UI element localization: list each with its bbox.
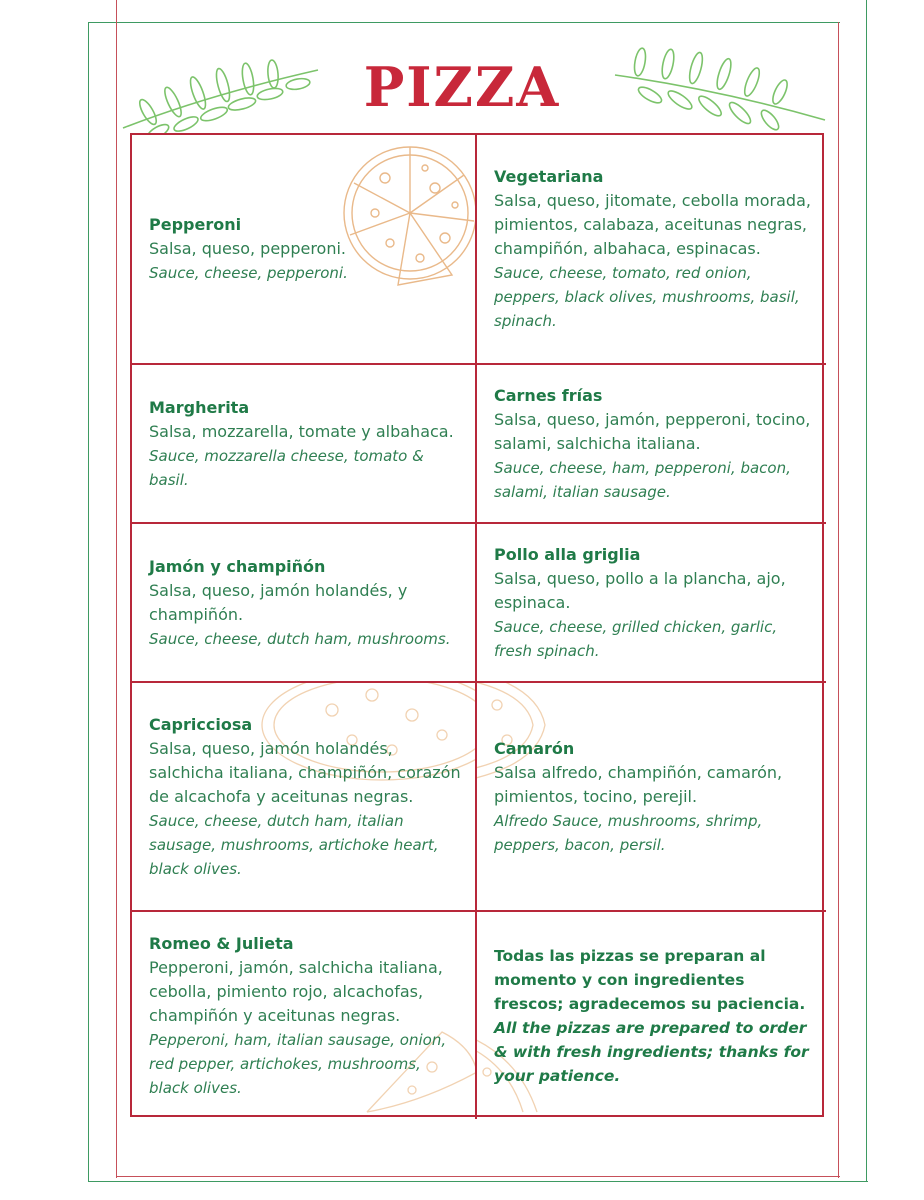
item-description-es: Salsa, mozzarella, tomate y albahaca. — [149, 421, 454, 441]
menu-item — [132, 365, 477, 524]
item-description-es: Salsa, queso, jitomate, cebolla morada, pimientos, calabaza, aceitunas negras, champiñón, albahaca, espinacas. — [494, 191, 811, 258]
frame-line — [88, 22, 840, 23]
item-name: Pepperoni — [149, 215, 242, 234]
item-description-en: Sauce, cheese, dutch ham, mushrooms. — [149, 629, 451, 648]
frame-line — [88, 22, 89, 1182]
page-title: PIZZA — [363, 55, 561, 119]
item-description-en: Sauce, cheese, tomato, red onion, peppers, black olives, mushrooms, basil, spinach. — [494, 264, 800, 330]
menu-item — [132, 683, 477, 912]
item-description-en: Sauce, cheese, grilled chicken, garlic, fresh spinach. — [494, 617, 778, 660]
menu-item — [132, 135, 477, 365]
item-description-es: Salsa, queso, jamón holandés, salchicha italiana, champiñón, corazón de alcachofa y aceitunas negras. — [149, 738, 461, 806]
menu-grid — [130, 133, 824, 1117]
frame-line — [88, 1181, 868, 1182]
item-description-en: Pepperoni, ham, italian sausage, onion, red pepper, artichokes, mushrooms, black olives. — [149, 1030, 447, 1097]
item-name: Capricciosa — [149, 714, 253, 734]
item-description-es: Salsa, queso, pepperoni. — [149, 239, 346, 258]
menu-item — [132, 912, 477, 1119]
item-description-en: Sauce, mozzarella cheese, tomato & basil. — [149, 446, 424, 489]
item-description-en: Sauce, cheese, ham, pepperoni, bacon, salami, italian sausage. — [494, 458, 791, 501]
menu-item — [477, 135, 826, 365]
menu-note — [477, 912, 826, 1119]
item-name: Pollo alla griglia — [494, 544, 641, 564]
frame-line — [866, 0, 867, 1182]
item-name: Vegetariana — [494, 167, 604, 186]
frame-line — [116, 1176, 840, 1177]
item-name: Margherita — [149, 397, 250, 417]
item-description-en: Alfredo Sauce, mushrooms, shrimp, peppers, bacon, persil. — [494, 811, 763, 854]
item-description-es: Salsa, queso, jamón, pepperoni, tocino, salami, salchicha italiana. — [494, 409, 811, 453]
item-name: Romeo & Julieta — [149, 933, 294, 953]
note-en: All the pizzas are prepared to order & with fresh ingredients; thanks for your patience. — [494, 1018, 809, 1085]
note-es: Todas las pizzas se preparan al momento y con ingredientes frescos; agradecemos su paciencia. — [494, 946, 806, 1013]
item-description-en: Sauce, cheese, pepperoni. — [149, 264, 348, 282]
menu-item — [477, 683, 826, 912]
item-name: Camarón — [494, 738, 575, 758]
menu-item — [477, 524, 826, 683]
item-description-es: Salsa alfredo, champiñón, camarón, pimientos, tocino, perejil. — [494, 762, 783, 806]
item-description-en: Sauce, cheese, dutch ham, italian sausage, mushrooms, artichoke heart, black olives. — [149, 811, 439, 878]
item-description-es: Pepperoni, jamón, salchicha italiana, cebolla, pimiento rojo, alcachofas, champiñón y aceitunas negras. — [149, 957, 443, 1025]
item-description-es: Salsa, queso, jamón holandés, y champiñón. — [149, 580, 408, 624]
menu-item — [132, 524, 477, 683]
menu-item — [477, 365, 826, 524]
item-description-es: Salsa, queso, pollo a la plancha, ajo, espinaca. — [494, 568, 786, 612]
item-name: Carnes frías — [494, 385, 603, 405]
item-name: Jamón y champiñón — [149, 556, 326, 576]
frame-line — [116, 0, 117, 1178]
frame-line — [838, 22, 839, 1178]
